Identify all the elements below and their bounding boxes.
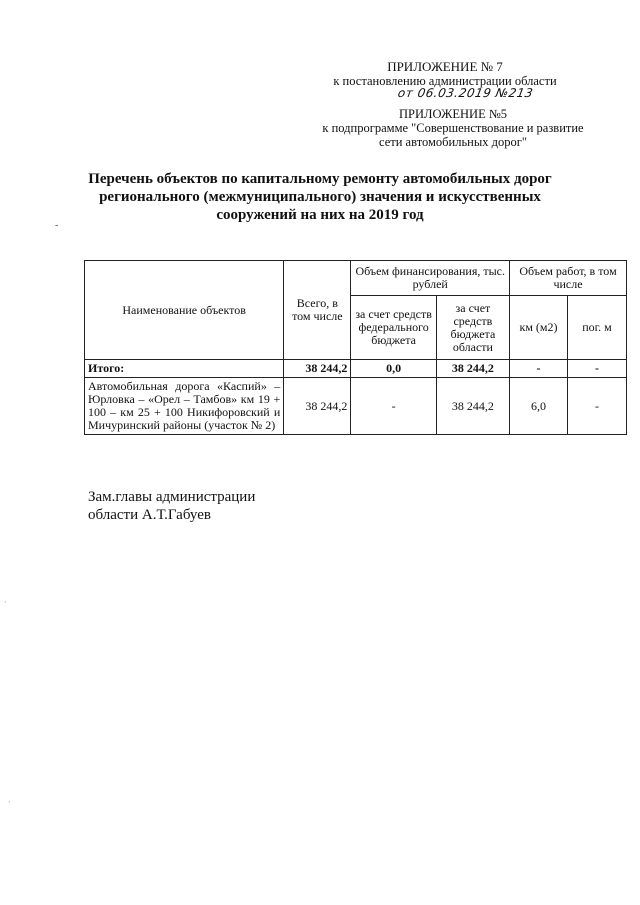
title-line-2: регионального (межмуниципального) значения и искусственных bbox=[99, 189, 541, 205]
signature-block bbox=[88, 488, 255, 524]
handwritten-date-number: от 06.03.2019 №213 bbox=[396, 86, 535, 100]
scan-speck: · bbox=[4, 598, 7, 607]
appendix-sub-line2: к подпрограмме "Совершенствование и развитие bbox=[322, 121, 584, 135]
appendix-sub-line3: сети автомобильных дорог" bbox=[379, 135, 527, 149]
total-regional: 38 244,2 bbox=[436, 360, 509, 378]
row-km: 6,0 bbox=[510, 378, 568, 435]
header-name: Наименование объектов bbox=[85, 261, 284, 360]
table-row bbox=[85, 378, 627, 435]
header-pm: пог. м bbox=[567, 296, 626, 360]
signature-position: Зам.главы администрации bbox=[88, 489, 256, 505]
signature-name: области А.Т.Габуев bbox=[88, 507, 211, 523]
total-row bbox=[85, 360, 627, 378]
total-label: Итого: bbox=[85, 360, 284, 378]
appendix-sub-title: ПРИЛОЖЕНИЕ №5 bbox=[398, 107, 508, 121]
total-sum: 38 244,2 bbox=[284, 360, 351, 378]
appendix-main-subtitle: к постановлению администрации области bbox=[333, 74, 557, 88]
row-name: Автомобильная дорога «Каспий» – Юрловка – «Орел – Тамбов» км 19 + 100 – км 25 + 100 Никифоровский и Мичуринский районы (участок № 2) bbox=[85, 378, 284, 435]
appendix-main-title: ПРИЛОЖЕНИЕ № 7 bbox=[387, 59, 503, 74]
scan-speck: · bbox=[8, 798, 11, 807]
row-regional: 38 244,2 bbox=[436, 378, 509, 435]
header-federal: за счет средств федерального бюджета bbox=[351, 296, 436, 360]
objects-table bbox=[84, 260, 627, 435]
header-km: км (м2) bbox=[510, 296, 568, 360]
stray-mark: - bbox=[55, 220, 59, 231]
header-financing: Объем финансирования, тыс. рублей bbox=[351, 261, 510, 296]
row-total: 38 244,2 bbox=[284, 378, 351, 435]
header-total: Всего, в том числе bbox=[284, 261, 351, 360]
title-line-1: Перечень объектов по капитальному ремонту автомобильных дорог bbox=[88, 171, 552, 187]
header-works: Объем работ, в том числе bbox=[510, 261, 627, 296]
table-header-row-1 bbox=[85, 261, 627, 296]
row-federal: - bbox=[351, 378, 436, 435]
appendix-sub-header bbox=[308, 107, 598, 149]
total-pm: - bbox=[567, 360, 626, 378]
document-title bbox=[0, 170, 640, 224]
title-line-3: сооружений на них на 2019 год bbox=[216, 207, 424, 223]
total-federal: 0,0 bbox=[351, 360, 436, 378]
row-pm: - bbox=[567, 378, 626, 435]
appendix-main-header bbox=[295, 60, 595, 88]
total-km: - bbox=[510, 360, 568, 378]
header-regional: за счет средств бюджета области bbox=[436, 296, 509, 360]
